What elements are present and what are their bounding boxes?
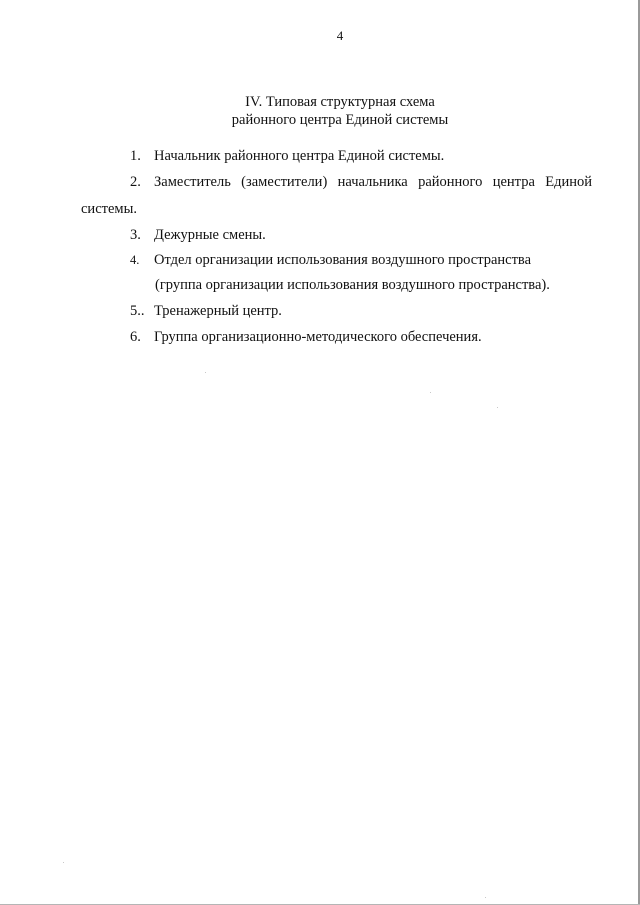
section-heading-line-1: IV. Типовая структурная схема	[245, 94, 435, 110]
scan-speck	[430, 392, 431, 393]
list-item-continuation: (группа организации использования воздушного пространства).	[155, 277, 550, 293]
list-item-number: 1.	[130, 148, 141, 164]
list-item-text: Отдел организации использования воздушного пространства	[154, 252, 532, 268]
section-heading	[0, 93, 640, 129]
list-item-continuation: системы.	[81, 201, 137, 217]
list-item-text: Дежурные смены.	[154, 227, 266, 243]
list-item-number: 5..	[130, 303, 145, 319]
list-item	[130, 147, 444, 165]
list-item-text: Заместитель (заместители) начальника районного центра Единой	[154, 174, 592, 190]
list-item	[130, 328, 482, 346]
page-number: 4	[336, 28, 344, 43]
scan-speck	[205, 372, 206, 373]
list-item-number: 3.	[130, 227, 141, 243]
scan-speck	[485, 897, 486, 898]
list-item	[130, 226, 266, 244]
scan-speck	[63, 862, 64, 863]
list-item	[130, 251, 531, 269]
list-item-number: 4.	[130, 253, 140, 267]
list-item-number: 6.	[130, 329, 141, 345]
list-item	[130, 302, 282, 320]
list-item-text: Начальник районного центра Единой системы.	[154, 148, 445, 164]
list-item-number: 2.	[130, 174, 141, 190]
section-heading-line-2: районного центра Единой системы	[231, 112, 449, 128]
list-item-text: Группа организационно-методического обеспечения.	[154, 329, 482, 345]
list-item-text: Тренажерный центр.	[154, 303, 282, 319]
list-item	[130, 173, 592, 191]
scan-speck	[497, 407, 498, 408]
